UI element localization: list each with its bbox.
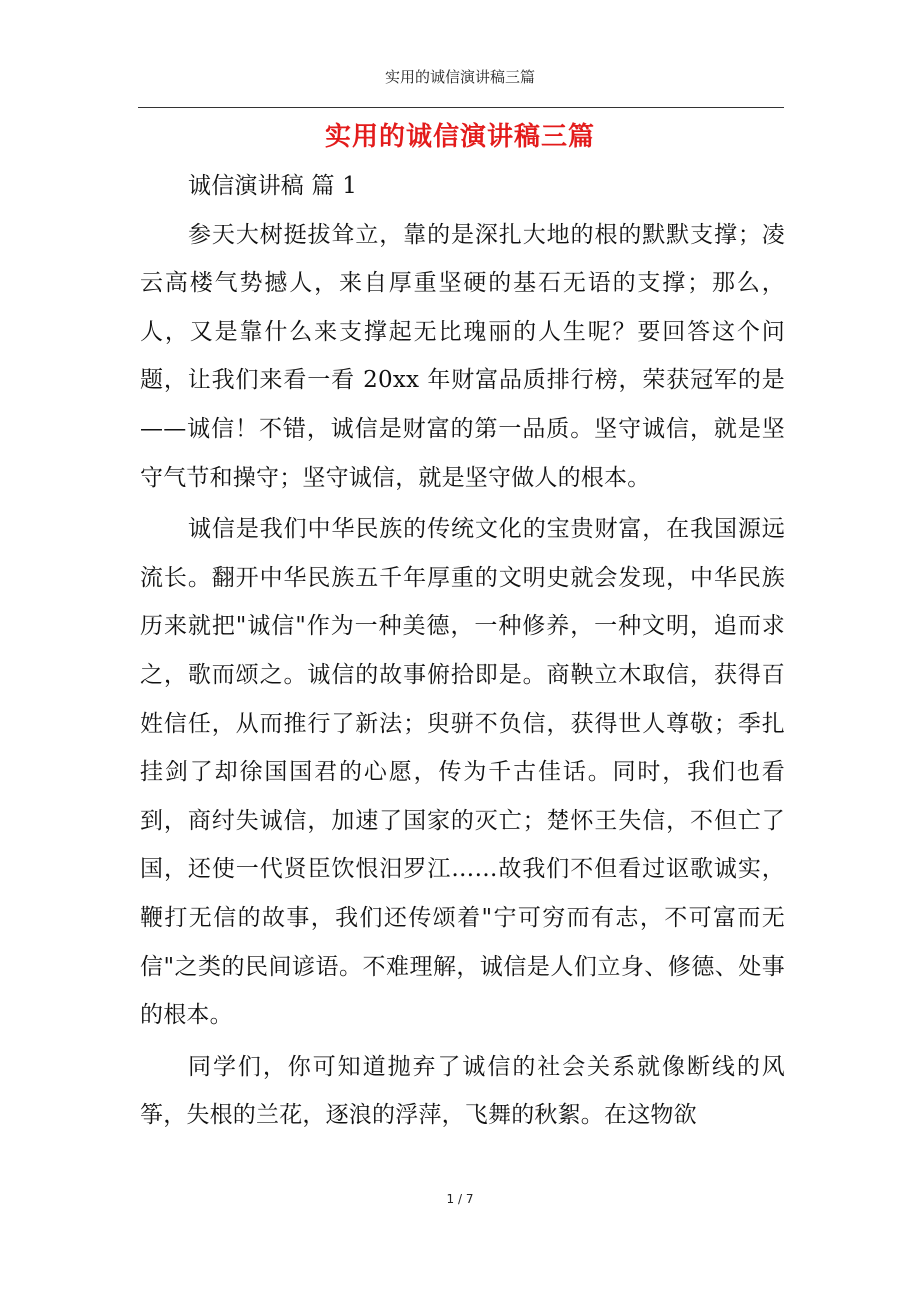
document-body (140, 162, 785, 1140)
header-divider (138, 107, 784, 108)
paragraph-1: 参天大树挺拔耸立，靠的是深扎大地的根的默默支撑；凌云高楼气势撼人，来自厚重坚硬的基石无语的支撑；那么，人，又是靠什么来支撑起无比瑰丽的人生呢？要回答这个问题，让我们来看一看 20xx 年财富品质排行榜，荣获冠军的是——诚信！不错，诚信是财富的第一品质。坚守诚信，就是坚守气节和操守；坚守诚信，就是坚守做人的根本。 (140, 221, 785, 491)
page-number: 1 / 7 (446, 1192, 474, 1206)
section-heading: 诚信演讲稿 篇 1 (188, 173, 358, 199)
paragraph-3: 同学们，你可知道抛弃了诚信的社会关系就像断线的风筝，失根的兰花，逐浪的浮萍，飞舞的秋絮。在这物欲 (140, 1053, 785, 1129)
running-header: 实用的诚信演讲稿三篇 (384, 68, 535, 86)
paragraph-2: 诚信是我们中华民族的传统文化的宝贵财富，在我国源远流长。翻开中华民族五千年厚重的文明史就会发现，中华民族历来就把"诚信"作为一种美德，一种修养，一种文明，追而求之，歌而颂之。诚信的故事俯拾即是。商鞅立木取信，获得百姓信任，从而推行了新法；臾骈不负信，获得世人尊敬；季扎挂剑了却徐国国君的心愿，传为千古佳话。同时，我们也看到，商纣失诚信，加速了国家的灭亡；楚怀王失信，不但亡了国，还使一代贤臣饮恨汨罗江……故我们不但看过讴歌诚实，鞭打无信的故事，我们还传颂着"宁可穷而有志，不可富而无信"之类的民间谚语。不难理解，诚信是人们立身、修德、处事的根本。 (140, 516, 785, 1029)
document-title: 实用的诚信演讲稿三篇 (324, 122, 595, 152)
